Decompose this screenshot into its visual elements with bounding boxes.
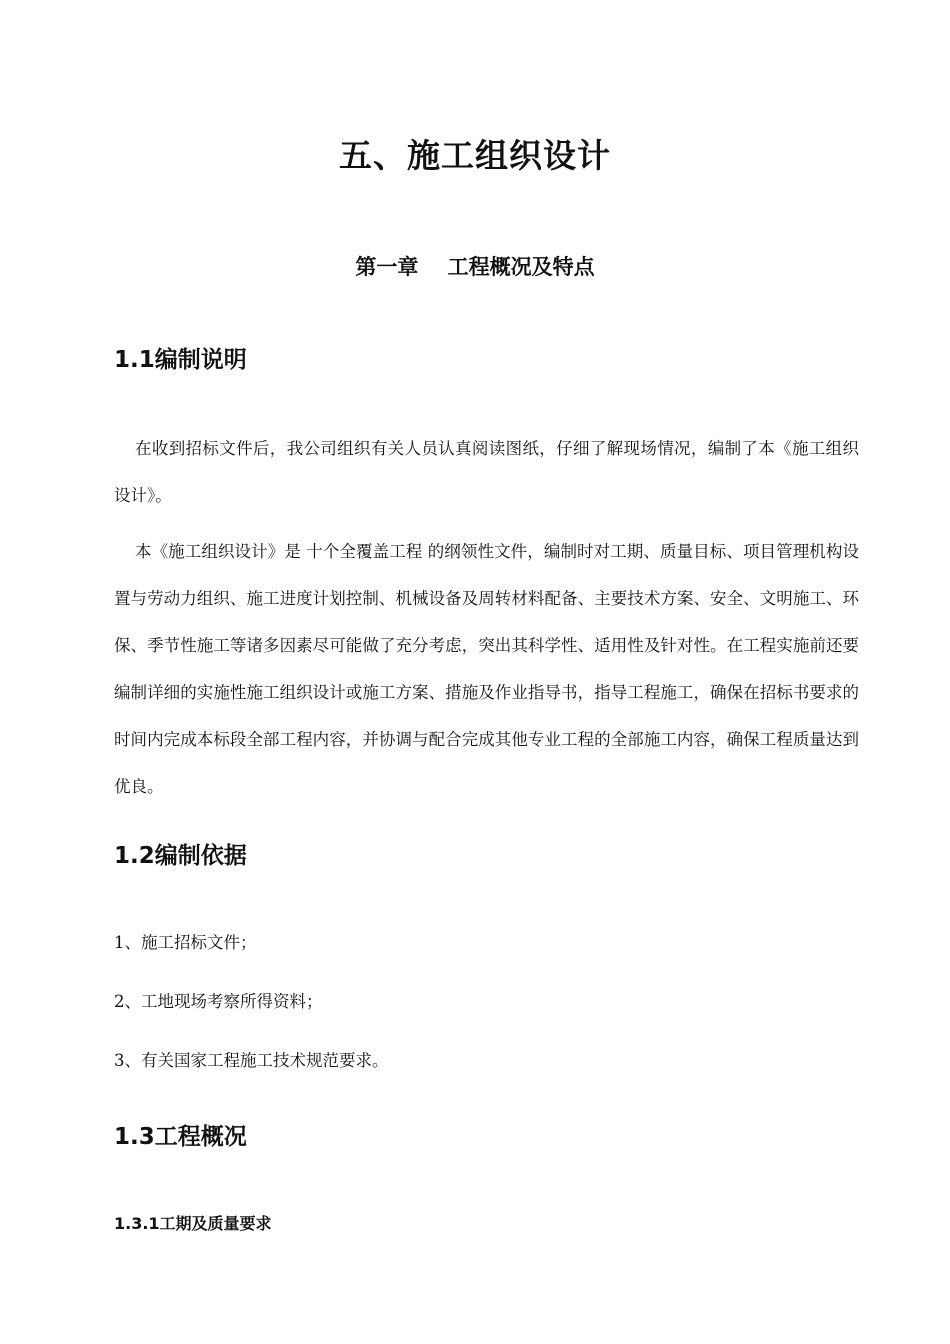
- section-heading-1-2: 1.2编制依据: [114, 843, 247, 869]
- subsection-heading-1-3-1: 1.3.1工期及质量要求: [114, 1214, 272, 1233]
- list-item: 1、施工招标文件；: [114, 933, 257, 952]
- chapter-title: 第一章 工程概况及特点: [355, 255, 595, 279]
- document-title: 五、施工组织设计: [339, 136, 611, 175]
- list-item: 3、有关国家工程施工技术规范要求。: [114, 1051, 389, 1070]
- list-item: 2、工地现场考察所得资料；: [114, 992, 323, 1011]
- paragraph-1-1-a: 在收到招标文件后，我公司组织有关人员认真阅读图纸，仔细了解现场情况，编制了本《施工组织设计》。: [114, 439, 859, 505]
- section-heading-1-3: 1.3工程概况: [114, 1124, 247, 1150]
- section-heading-1-1: 1.1编制说明: [114, 347, 247, 373]
- paragraph-1-1-b: 本《施工组织设计》是 十个全覆盖工程 的纲领性文件，编制时对工期、质量目标、项目管理机构设置与劳动力组织、施工进度计划控制、机械设备及周转材料配备、主要技术方案、安全、文明施工、环保、季节性施工等诸多因素尽可能做了充分考虑，突出其科学性、适用性及针对性。在工程实施前还要编制详细的实施性施工组织设计或施工方案、措施及作业指导书，指导工程施工，确保在招标书要求的时间内完成本标段全部工程内容，并协调与配合完成其他专业工程的全部施工内容，确保工程质量达到优良。: [114, 542, 859, 796]
